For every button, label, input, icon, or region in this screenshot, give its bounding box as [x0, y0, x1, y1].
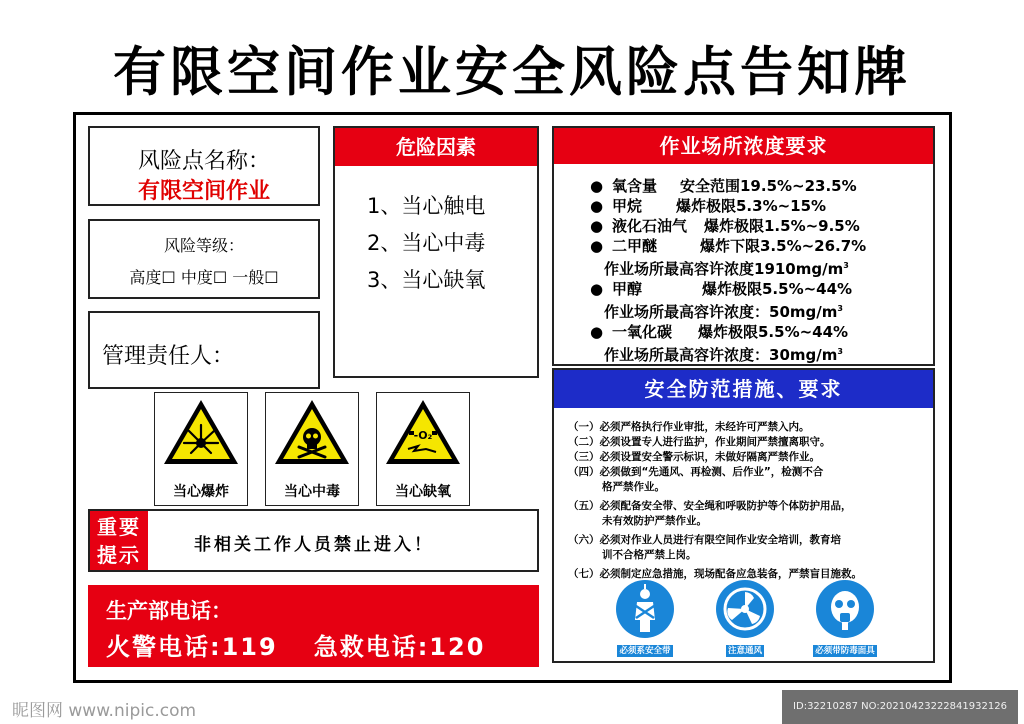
- hazard-list: [367, 188, 485, 299]
- warning-sign-poison: [265, 392, 359, 506]
- svg-text:-O₂: -O₂: [413, 429, 433, 442]
- list-item-detail: 作业场所最高容许浓度：$30mg/m^3$: [604, 346, 843, 364]
- risk-level-options: 高度☐ 中度☐ 一般☐: [129, 268, 279, 287]
- phone-box: [88, 585, 539, 667]
- gas-mask-icon: [816, 580, 874, 638]
- oxygen-deficiency-warning-icon: [384, 397, 462, 467]
- ambulance-phone: 急救电话:120: [313, 633, 486, 661]
- important-tag: 重要 提示: [90, 511, 148, 570]
- bullet-icon: ●: [590, 280, 604, 298]
- watermark-id: ID:32210287 NO:20210423222841932126: [782, 690, 1018, 724]
- risk-level-label: 风险等级：: [163, 236, 244, 255]
- risk-name-box: [88, 126, 320, 206]
- warning-sign-label: 当心缺氧: [395, 484, 451, 500]
- mandatory-sign-ventilation: [710, 580, 780, 657]
- list-item: ● 甲醇 爆炸极限5.5%~44%: [590, 280, 853, 298]
- watermark-site: 昵图网 www.nipic.com: [12, 701, 197, 721]
- warning-sign-label: 当心爆炸: [173, 484, 229, 500]
- warning-sign-oxygen: [376, 392, 470, 506]
- list-item: （六）必须对作业人员进行有限空间作业安全培训，教育培: [568, 534, 841, 546]
- mandatory-sign-label: 注意通风: [727, 646, 762, 656]
- list-item: （二）必须设置专人进行监护，作业期间严禁擅离职守。: [568, 436, 831, 448]
- list-item: ● 甲烷 爆炸极限5.3%~15%: [590, 197, 827, 215]
- manager-label: 管理责任人：: [102, 344, 235, 369]
- fire-phone: 火警电话:119: [106, 633, 278, 661]
- list-item: （一）必须严格执行作业审批，未经许可严禁入内。: [568, 421, 810, 433]
- list-item: 1、当心触电: [367, 194, 486, 218]
- mandatory-sign-gasmask: [810, 580, 880, 657]
- explosion-warning-icon: [162, 397, 240, 467]
- mandatory-sign-belt: [610, 580, 680, 657]
- warning-sign-explosion: [154, 392, 248, 506]
- risk-level-box: [88, 219, 320, 299]
- list-item: 3、当心缺氧: [367, 268, 486, 292]
- list-item-continuation: 未有效防护严禁作业。: [602, 515, 707, 527]
- list-item: ● 二甲醚 爆炸下限3.5%~26.7%: [590, 237, 867, 255]
- risk-name-label: 风险点名称：: [137, 149, 270, 174]
- poison-warning-icon: [273, 397, 351, 467]
- list-item-continuation: 格严禁作业。: [602, 481, 665, 493]
- list-item: ● 液化石油气 爆炸极限1.5%~9.5%: [590, 217, 860, 235]
- list-item: （五）必须配备安全带、安全绳和呼吸防护等个体防护用品，: [568, 500, 852, 512]
- measures-box: [552, 368, 935, 663]
- production-phone-label: 生产部电话：: [106, 599, 232, 623]
- list-item: 2、当心中毒: [367, 231, 486, 255]
- important-notice: [88, 509, 539, 572]
- concentration-box: [552, 126, 935, 366]
- list-item-continuation: 训不合格严禁上岗。: [602, 549, 697, 561]
- mandatory-sign-label: 必须带防毒面具: [815, 646, 875, 656]
- bullet-icon: ●: [590, 197, 604, 215]
- page-title: 有限空间作业安全风险点告知牌: [113, 42, 911, 103]
- measures-header: 安全防范措施、要求: [554, 370, 933, 408]
- manager-box: [88, 311, 320, 389]
- list-item: ● 一氧化碳 爆炸极限5.5%~44%: [590, 323, 849, 341]
- concentration-header: 作业场所浓度要求: [554, 128, 933, 164]
- measures-list: [568, 420, 928, 582]
- ventilation-fan-icon: [716, 580, 774, 638]
- important-text: 非相关工作人员禁止进入！: [194, 535, 434, 555]
- list-item: （七）必须制定应急措施，现场配备应急装备，严禁盲目施救。: [568, 568, 862, 580]
- watermark-bar: [0, 690, 1024, 724]
- bullet-icon: ●: [590, 217, 604, 235]
- list-item: （三）必须设置安全警示标识，未做好隔离严禁作业。: [568, 451, 820, 463]
- safety-belt-icon: [616, 580, 674, 638]
- bullet-icon: ●: [590, 323, 604, 341]
- emergency-phones: [106, 627, 485, 662]
- list-item-detail: 作业场所最高容许浓度：$50mg/m^3$: [604, 303, 843, 321]
- mandatory-sign-label: 必须系安全带: [619, 646, 671, 656]
- bullet-icon: ●: [590, 177, 604, 195]
- warning-sign-label: 当心中毒: [284, 484, 340, 500]
- bullet-icon: ●: [590, 237, 604, 255]
- list-item-detail: 作业场所最高容许浓度$1910mg/m^3$: [604, 260, 849, 278]
- risk-name-value: 有限空间作业: [137, 179, 270, 204]
- list-item: ● 氧含量 安全范围19.5%~23.5%: [590, 177, 857, 195]
- hazards-header: 危险因素: [335, 128, 537, 166]
- concentration-list: [590, 176, 866, 365]
- hazards-box: [333, 126, 539, 378]
- list-item: （四）必须做到“先通风、再检测、后作业”，检测不合: [568, 466, 824, 478]
